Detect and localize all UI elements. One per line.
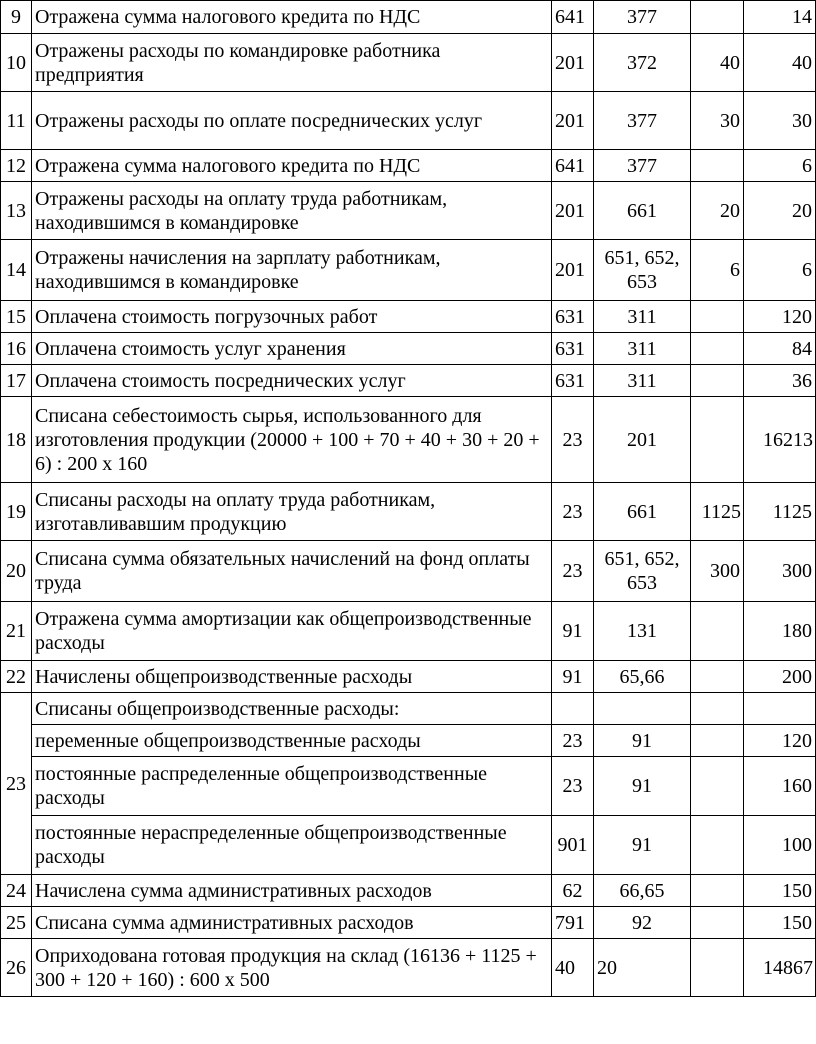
partial-sum bbox=[691, 939, 744, 997]
partial-sum bbox=[691, 875, 744, 907]
table-row bbox=[1, 541, 816, 602]
row-number: 19 bbox=[1, 483, 32, 541]
table-row bbox=[1, 725, 816, 757]
debit-account bbox=[552, 693, 594, 725]
row-description: Оплачена стоимость погрузочных работ bbox=[32, 301, 552, 333]
table-row bbox=[1, 397, 816, 483]
row-description: Списана себестоимость сырья, использованного для изготовления продукции (20000 + 100 + 70 + 40 + 30 + 20 + 6) : 200 х 160 bbox=[32, 397, 552, 483]
credit-account: 661 bbox=[594, 182, 691, 240]
partial-sum bbox=[691, 757, 744, 816]
row-number: 9 bbox=[1, 1, 32, 34]
total-sum: 84 bbox=[744, 333, 816, 365]
row-description: Отражена сумма налогового кредита по НДС bbox=[32, 150, 552, 182]
table-row bbox=[1, 816, 816, 875]
row-description: Отражена сумма налогового кредита по НДС bbox=[32, 1, 552, 34]
row-number: 12 bbox=[1, 150, 32, 182]
credit-account: 377 bbox=[594, 1, 691, 34]
credit-account: 66,65 bbox=[594, 875, 691, 907]
debit-account: 201 bbox=[552, 240, 594, 301]
row-number: 13 bbox=[1, 182, 32, 240]
row-description: Оприходована готовая продукция на склад (16136 + 1125 + 300 + 120 + 160) : 600 х 500 bbox=[32, 939, 552, 997]
debit-account: 23 bbox=[552, 397, 594, 483]
row-description: переменные общепроизводственные расходы bbox=[32, 725, 552, 757]
total-sum: 120 bbox=[744, 301, 816, 333]
table-row bbox=[1, 483, 816, 541]
row-number: 20 bbox=[1, 541, 32, 602]
credit-account: 311 bbox=[594, 301, 691, 333]
debit-account: 641 bbox=[552, 150, 594, 182]
partial-sum: 30 bbox=[691, 92, 744, 150]
table-row bbox=[1, 939, 816, 997]
partial-sum bbox=[691, 816, 744, 875]
debit-account: 901 bbox=[552, 816, 594, 875]
credit-account: 91 bbox=[594, 725, 691, 757]
table-row bbox=[1, 757, 816, 816]
debit-account: 201 bbox=[552, 182, 594, 240]
partial-sum: 6 bbox=[691, 240, 744, 301]
table-row bbox=[1, 907, 816, 939]
partial-sum bbox=[691, 301, 744, 333]
total-sum: 14 bbox=[744, 1, 816, 34]
row-description: Отражена сумма амортизации как общепроизводственные расходы bbox=[32, 602, 552, 661]
credit-account: 65,66 bbox=[594, 661, 691, 693]
row-number: 16 bbox=[1, 333, 32, 365]
row-description: Списаны расходы на оплату труда работникам, изготавливавшим продукцию bbox=[32, 483, 552, 541]
row-number: 23 bbox=[1, 693, 32, 875]
row-description: постоянные распределенные общепроизводственные расходы bbox=[32, 757, 552, 816]
total-sum: 300 bbox=[744, 541, 816, 602]
credit-account: 651, 652, 653 bbox=[594, 240, 691, 301]
table-row bbox=[1, 34, 816, 92]
partial-sum bbox=[691, 397, 744, 483]
debit-account: 201 bbox=[552, 34, 594, 92]
row-number: 22 bbox=[1, 661, 32, 693]
total-sum: 40 bbox=[744, 34, 816, 92]
credit-account: 377 bbox=[594, 92, 691, 150]
table-row bbox=[1, 365, 816, 397]
row-description: Отражены расходы на оплату труда работникам, находившимся в командировке bbox=[32, 182, 552, 240]
table-row bbox=[1, 240, 816, 301]
debit-account: 23 bbox=[552, 483, 594, 541]
partial-sum bbox=[691, 693, 744, 725]
total-sum: 120 bbox=[744, 725, 816, 757]
total-sum bbox=[744, 693, 816, 725]
debit-account: 201 bbox=[552, 92, 594, 150]
table-row bbox=[1, 92, 816, 150]
credit-account: 311 bbox=[594, 333, 691, 365]
debit-account: 62 bbox=[552, 875, 594, 907]
total-sum: 30 bbox=[744, 92, 816, 150]
row-number: 15 bbox=[1, 301, 32, 333]
row-description: Отражены расходы по командировке работника предприятия bbox=[32, 34, 552, 92]
partial-sum: 20 bbox=[691, 182, 744, 240]
total-sum: 150 bbox=[744, 907, 816, 939]
credit-account: 311 bbox=[594, 365, 691, 397]
credit-account: 372 bbox=[594, 34, 691, 92]
row-description: Списаны общепроизводственные расходы: bbox=[32, 693, 552, 725]
row-number: 25 bbox=[1, 907, 32, 939]
row-number: 18 bbox=[1, 397, 32, 483]
credit-account: 131 bbox=[594, 602, 691, 661]
total-sum: 180 bbox=[744, 602, 816, 661]
debit-account: 23 bbox=[552, 725, 594, 757]
table-row bbox=[1, 150, 816, 182]
row-number: 14 bbox=[1, 240, 32, 301]
partial-sum bbox=[691, 365, 744, 397]
row-description: Начислены общепроизводственные расходы bbox=[32, 661, 552, 693]
partial-sum bbox=[691, 602, 744, 661]
debit-account: 23 bbox=[552, 541, 594, 602]
row-number: 21 bbox=[1, 602, 32, 661]
credit-account: 651, 652, 653 bbox=[594, 541, 691, 602]
total-sum: 1125 bbox=[744, 483, 816, 541]
table-row bbox=[1, 333, 816, 365]
total-sum: 160 bbox=[744, 757, 816, 816]
table-row bbox=[1, 602, 816, 661]
partial-sum bbox=[691, 725, 744, 757]
partial-sum bbox=[691, 907, 744, 939]
credit-account: 92 bbox=[594, 907, 691, 939]
table-row bbox=[1, 661, 816, 693]
row-description: постоянные нераспределенные общепроизводственные расходы bbox=[32, 816, 552, 875]
table-row bbox=[1, 182, 816, 240]
credit-account: 20 bbox=[594, 939, 691, 997]
total-sum: 6 bbox=[744, 150, 816, 182]
total-sum: 20 bbox=[744, 182, 816, 240]
debit-account: 631 bbox=[552, 333, 594, 365]
total-sum: 200 bbox=[744, 661, 816, 693]
debit-account: 23 bbox=[552, 757, 594, 816]
partial-sum bbox=[691, 1, 744, 34]
debit-account: 631 bbox=[552, 365, 594, 397]
credit-account: 661 bbox=[594, 483, 691, 541]
debit-account: 40 bbox=[552, 939, 594, 997]
total-sum: 6 bbox=[744, 240, 816, 301]
credit-account bbox=[594, 693, 691, 725]
row-description: Отражены расходы по оплате посреднических услуг bbox=[32, 92, 552, 150]
debit-account: 791 bbox=[552, 907, 594, 939]
credit-account: 91 bbox=[594, 816, 691, 875]
partial-sum: 300 bbox=[691, 541, 744, 602]
credit-account: 91 bbox=[594, 757, 691, 816]
row-number: 10 bbox=[1, 34, 32, 92]
debit-account: 91 bbox=[552, 602, 594, 661]
partial-sum: 1125 bbox=[691, 483, 744, 541]
total-sum: 150 bbox=[744, 875, 816, 907]
row-description: Оплачена стоимость услуг хранения bbox=[32, 333, 552, 365]
total-sum: 36 bbox=[744, 365, 816, 397]
debit-account: 641 bbox=[552, 1, 594, 34]
credit-account: 377 bbox=[594, 150, 691, 182]
row-number: 11 bbox=[1, 92, 32, 150]
debit-account: 91 bbox=[552, 661, 594, 693]
row-description: Оплачена стоимость посреднических услуг bbox=[32, 365, 552, 397]
total-sum: 100 bbox=[744, 816, 816, 875]
total-sum: 14867 bbox=[744, 939, 816, 997]
row-number: 17 bbox=[1, 365, 32, 397]
total-sum: 16213 bbox=[744, 397, 816, 483]
table-row bbox=[1, 301, 816, 333]
row-description: Отражены начисления на зарплату работникам, находившимся в командировке bbox=[32, 240, 552, 301]
partial-sum: 40 bbox=[691, 34, 744, 92]
row-description: Списана сумма обязательных начислений на фонд оплаты труда bbox=[32, 541, 552, 602]
partial-sum bbox=[691, 333, 744, 365]
table-row bbox=[1, 693, 816, 725]
credit-account: 201 bbox=[594, 397, 691, 483]
row-number: 26 bbox=[1, 939, 32, 997]
debit-account: 631 bbox=[552, 301, 594, 333]
row-description: Списана сумма административных расходов bbox=[32, 907, 552, 939]
row-number: 24 bbox=[1, 875, 32, 907]
table-row bbox=[1, 1, 816, 34]
row-description: Начислена сумма административных расходов bbox=[32, 875, 552, 907]
partial-sum bbox=[691, 661, 744, 693]
table-row bbox=[1, 875, 816, 907]
partial-sum bbox=[691, 150, 744, 182]
